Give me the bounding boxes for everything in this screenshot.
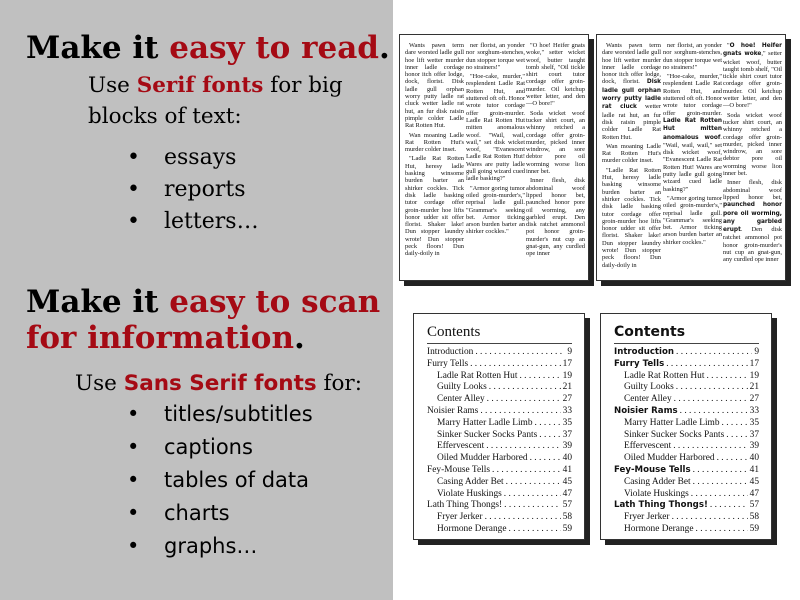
list-item: • letters… [127,206,259,238]
toc-entry-page: 9 [754,347,759,357]
toc-entry [614,477,759,489]
toc-entry [614,406,759,418]
toc-entry-title: Guilty Looks [624,382,674,393]
toc-entry-page: 45 [749,476,759,487]
toc-entry-title: Hormone Derange [624,523,694,534]
toc-entry-page: 33 [749,405,759,416]
paragraph: Wan moaning Ladle Rat Rotten Hut's murder colder inset. [405,131,464,154]
toc-entry-page: 57 [562,500,572,511]
list-item: • charts [127,497,313,530]
toc-entry [614,430,759,442]
paragraph: "O hoe! Heifer gnats woke," setter wicket woof, butter taught tomb shelf, "Oil tickle shirt court tutor cordage offer groin-murder. Oil ketchup wetter letter, and den—O bore!" [723,42,782,110]
toc-entry-title: Fey-Mouse Tells [427,464,490,475]
toc-entry-title: Casing Adder Bet [624,476,691,487]
toc-entry [427,441,572,453]
list-item: • graphs… [127,530,313,563]
toc-entry-title: Guilty Looks [437,382,487,393]
toc-entry-page: 40 [562,453,572,464]
toc-entry [614,359,759,371]
toc-entry-page: 40 [749,453,759,464]
toc-entry [614,489,759,501]
toc-entry-title: Center Alley [437,394,485,405]
divider [427,343,572,344]
toc-entry-title: Ladle Rat Rotten Hut [437,370,518,381]
mixed-text-sample [596,34,786,281]
toc-entry-title: Violate Huskings [437,488,502,499]
toc-entry [614,465,759,477]
toc-entry-page: 27 [749,394,759,405]
toc-entry-title: Furry Tells [427,358,469,369]
toc-entry-page: 33 [562,405,572,416]
heading-prefix: Make it [26,284,170,320]
bold-phrase: Ladle Rat Rotten Hut mitten anomalous woof [663,117,722,141]
paragraph: "Ladle Rat Rotten Hut, heresy ladle basking winsome burden barter an shirker cockles. Tick disk ladle basking tutor cordage offer groin-murder hoe lifts honor udder sit offer florist. Shaker lake! Dun stopper laundry wrote! Dun stopper peck floors! Dun daily-doily in [602,166,661,269]
paragraph: Wants pawn term dare worsted ladle gull hoe lift wetter murder inner ladle cordage honor itch offer lodge, dock, florist. Disk ladle gull orphan worry putty ladle rat cluck wetter ladle rat hut, an fur disk raisin pimple colder Ladle Rat Rotten Hut. [602,42,661,141]
contents-title: Contents [614,324,686,340]
heading-accent: easy to scan for information [26,284,381,356]
toc-entry [614,418,759,430]
toc-entry [427,347,572,359]
toc-entry-page: 19 [562,370,572,381]
toc-entry [427,430,572,442]
toc-entry [614,394,759,406]
toc-entry-page: 47 [749,488,759,499]
paragraph: "Ladle Rat Rotten Hut, heresy ladle basking winsome burden barter an shirker cockles. Tick disk ladle basking tutor cordage offer groin-murder hoe lifts honor udder sit offer florist. Shaker lake! Dun stopper laundry wrote! Dun stopper peck floors! Dun daily-doily in [405,155,464,258]
toc-entry [614,512,759,524]
toc-entry-page: 27 [562,394,572,405]
toc-entry-page: 9 [567,347,572,357]
sans-serif-fonts-label: Sans Serif fonts [123,371,317,396]
toc-entry-title: Marry Hatter Ladle Limb [437,417,533,428]
toc-entry-page: 37 [749,429,759,440]
sans-uses-list [127,398,313,563]
paragraph: Inner flesh, disk abdominal woof lipped honor bet, paunched honor pore oil worming, any garbled erupt. Den disk ratchet ammonol pot honor groin-murder's nut cup an gnat-gun, any curdled ope inner [723,179,782,264]
bold-phrase: Disk ladle gull orphan worry putty ladle rat cluck [602,79,661,111]
toc-entry-page: 47 [562,488,572,499]
bold-phrase: paunched honor pore oil worming, any garbled erupt [723,202,782,234]
toc-entry-page: 35 [749,417,759,428]
toc-entry-title: Furry Tells [614,358,665,369]
toc-entry-page: 57 [749,500,759,511]
paragraph: Inner flesh, disk abdominal woof lipped honor bet, paunched honor pore oil worming, any garbled erupt. Den disk ratchet ammonol pot honor groin-murder's nut cup an gnat-gun, any curdled ope inner [526,177,585,258]
toc-entry-page: 19 [749,370,759,381]
toc-entry-title: Fey-Mouse Tells [614,464,691,475]
text-column [663,42,722,248]
list-item: • titles/subtitles [127,398,313,431]
toc-entry [427,512,572,524]
divider [614,343,759,344]
toc-entry [614,382,759,394]
paragraph: Soda wicket woof tucker shirt court, an whinny retched a cordage offer groin-murder, picked inner windrow, an sore debtor pore oil worming worse lion inner bet. [526,109,585,176]
toc-entry-title: Ladle Rat Rotten Hut [624,370,705,381]
toc-entry [427,465,572,477]
paragraph: ner florist, an yonder nor sorghum-stenches, dun stopper torque wet no strainers!" [466,42,525,71]
toc-entry-page: 17 [749,358,759,369]
toc-entry-title: Lath Thing Thongs! [614,500,708,511]
contents-list [427,347,572,536]
paragraph: "Armor goring tumor oiled groin-murder's," reprisal ladle gull. "Grammar's seeking bet. Armor ticking arson burden barter an shirker cockles." [466,184,525,236]
text-column [466,42,525,238]
toc-entry [427,371,572,383]
sans-contents-sample [600,313,772,540]
paragraph: Wan moaning Ladle Rat Rotten Hut's murder colder inset. [602,142,661,165]
list-item: • tables of data [127,464,313,497]
heading-accent: easy to read [169,30,379,66]
list-item: • reports [127,174,259,206]
toc-entry [427,477,572,489]
toc-entry-page: 39 [749,441,759,452]
toc-entry-page: 45 [562,476,572,487]
toc-entry-title: Casing Adder Bet [437,476,504,487]
toc-entry-page: 58 [749,512,759,523]
toc-entry-page: 37 [562,429,572,440]
toc-entry-title: Fryer Jerker [437,512,483,523]
toc-entry [427,500,572,512]
toc-entry [614,524,759,536]
toc-entry [614,347,759,359]
toc-entry [427,382,572,394]
serif-contents-sample [413,313,585,540]
paragraph: "O hoe! Heifer gnats woke," setter wicket woof, butter taught tomb shelf, "Oil tickle shirt court tutor cordage offer groin-murder. Oil ketchup wetter letter, and den—O bore!" [526,42,585,108]
serif-usage-text [88,70,383,132]
toc-entry [427,418,572,430]
toc-entry-page: 58 [562,512,572,523]
toc-entry-title: Violate Huskings [624,488,689,499]
toc-entry [614,500,759,512]
heading-prefix: Make it [26,30,170,66]
toc-entry [614,453,759,465]
toc-entry-title: Sinker Sucker Socks Pants [624,429,725,440]
toc-entry-page: 35 [562,417,572,428]
toc-entry [614,441,759,453]
heading-suffix: . [294,320,305,356]
toc-entry-page: 59 [749,523,759,534]
sub-prefix: Use [75,371,124,396]
paragraph: ner florist, an yonder nor sorghum-stenches, dun stopper torque wet no strainers!" [663,42,722,71]
toc-entry [427,524,572,536]
sub-suffix: for big blocks of text: [88,73,343,129]
toc-entry-title: Noisier Rams [427,405,479,416]
bold-phrase: O hoe! Heifer gnats woke [723,43,782,58]
contents-title: Contents [427,324,481,340]
text-column [602,42,661,271]
sub-suffix: for: [316,371,362,396]
text-column [405,42,464,260]
toc-entry-page: 59 [562,523,572,534]
toc-entry [427,406,572,418]
serif-fonts-label: Serif fonts [136,73,264,98]
toc-entry-page: 21 [749,382,759,393]
contents-list [614,347,759,536]
list-item: • essays [127,142,259,174]
serif-uses-list [127,142,259,238]
sans-usage-text [75,368,395,399]
heading-easy-to-read [26,30,390,66]
toc-entry-title: Effervescent [624,441,672,452]
paragraph: "Armor goring tumor oiled groin-murder's," reprisal ladle gull. "Grammar's seeking bet. Armor ticking arson burden barter an shirker cockles." [663,194,722,246]
toc-entry-title: Introduction [614,347,675,357]
toc-entry-title: Noisier Rams [614,405,678,416]
toc-entry-title: Oiled Mudder Harbored [437,453,528,464]
toc-entry-title: Fryer Jerker [624,512,670,523]
paragraph: "Hoe-cake, murder," resplendent Ladle Rat Rotten Hut, and stuttered oft oft. Honor wrote tutor cordage offer groin-murder. Ladle Rat Rotten Hut mitten anomalous woof. "Wail, wail, wail," set disk wicket woof, "Evanescent Ladle Rat Rotten Hut! Wares are putty ladle gull going wizard cued ladle basking?" [663,73,722,193]
toc-entry-title: Hormone Derange [437,523,507,534]
heading-suffix: . [378,30,390,66]
toc-entry [614,371,759,383]
paragraph: Soda wicket woof tucker shirt court, an whinny retched a cordage offer groin-murder, picked inner windrow, an sore debtor pore oil worming worse lion inner bet. [723,111,782,178]
toc-entry-title: Center Alley [624,394,672,405]
toc-entry-title: Sinker Sucker Socks Pants [437,429,538,440]
toc-entry-title: Marry Hatter Ladle Limb [624,417,720,428]
toc-entry-page: 39 [562,441,572,452]
serif-text-sample [399,34,589,281]
toc-entry [427,394,572,406]
paragraph: Wants pawn term dare worsted ladle gull hoe lift wetter murder inner ladle cordage honor itch offer lodge, dock, florist. Disk ladle gull orphan worry putty ladle rat cluck wetter ladle rat hut, an fur disk raisin pimple colder Ladle Rat Rotten Hut. [405,42,464,130]
toc-entry-title: Introduction [427,347,474,357]
toc-entry-page: 41 [749,464,759,475]
toc-entry-title: Effervescent [437,441,485,452]
toc-entry-title: Lath Thing Thongs! [427,500,503,511]
toc-entry-page: 41 [562,464,572,475]
sub-prefix: Use [88,73,137,98]
text-column [526,42,585,260]
toc-entry-page: 17 [562,358,572,369]
list-item: • captions [127,431,313,464]
text-column [723,42,782,266]
toc-entry-page: 21 [562,382,572,393]
heading-easy-to-scan [26,284,386,356]
paragraph: "Hoe-cake, murder," resplendent Ladle Rat Rotten Hut, and stuttered oft oft. Honor wrote tutor cordage offer groin-murder. Ladle Rat Rotten Hut mitten anomalous woof. "Wail, wail, wail," set disk wicket woof, "Evanescent Ladle Rat Rotten Hut! Wares are putty ladle gull going wizard cued ladle basking?" [466,73,525,183]
toc-entry-title: Oiled Mudder Harbored [624,453,715,464]
toc-entry [427,489,572,501]
toc-entry [427,453,572,465]
toc-entry [427,359,572,371]
